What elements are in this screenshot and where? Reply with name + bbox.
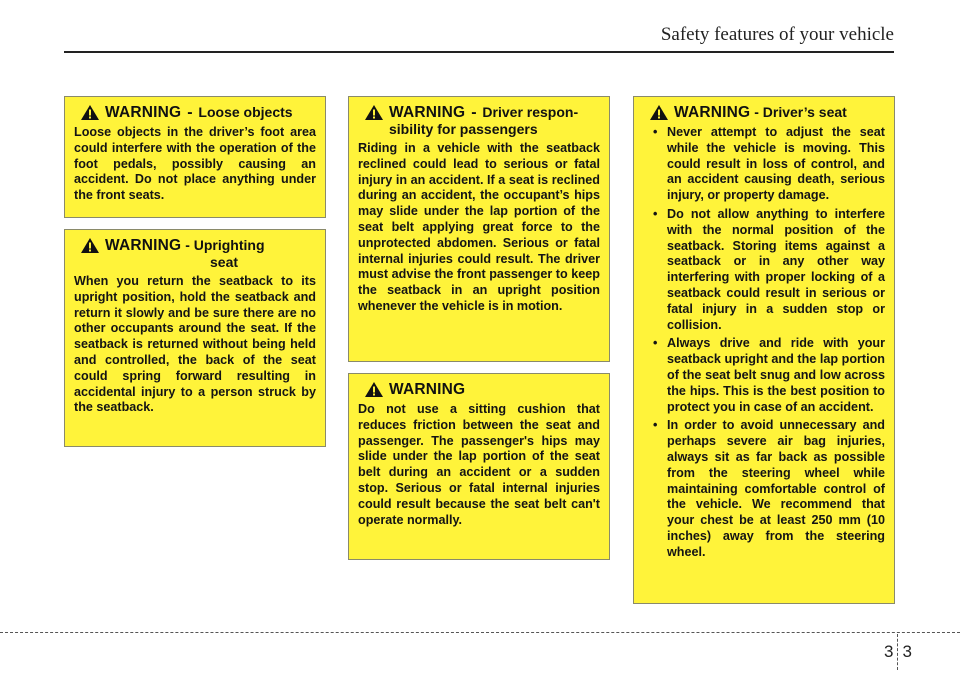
warning-triangle-icon (365, 105, 383, 120)
warning-text: Riding in a vehicle with the seatback reclined could lead to serious or fatal injury in an accident. If a seat is reclined during an accident, the occupant’s hips may slide under the lap portion of the seat belt applying great force to the unprotected abdomen. Serious or fatal internal injuries could result. The driver must advise the front passenger to keep the seatback in an upright position whenever the vehicle is in motion. (358, 141, 600, 313)
warning-text: Loose objects in the driver’s foot area could interfere with the operation of the foot pedals, possibly causing an accident. Do not place anything under the front seats. (74, 125, 316, 203)
warning-heading: WARNING - Driver’s seat (643, 104, 885, 121)
warning-list (643, 125, 885, 561)
page-in-chapter: 3 (902, 642, 912, 661)
warning-box-drivers-seat (633, 96, 895, 604)
list-item: • Always drive and ride with your seatback upright and the lap portion of the seat belt snug and low across the hips. This is the best position to protect you in case of an accident. (653, 336, 885, 414)
warning-box-driver-responsibility (348, 96, 610, 362)
bottom-rule (0, 632, 960, 633)
chapter-number: 3 (884, 642, 894, 661)
warning-heading: WARNING - Uprighting seat (74, 237, 316, 270)
warning-triangle-icon (81, 105, 99, 120)
warning-heading: WARNING (358, 381, 600, 398)
warning-triangle-icon (81, 238, 99, 253)
warning-heading: WARNING - Loose objects (74, 104, 316, 121)
list-item: • Never attempt to adjust the seat while the vehicle is moving. This could result in loss of control, and an accident causing death, serious injury, or property damage. (653, 125, 885, 203)
page-number-divider (897, 634, 898, 670)
top-rule (64, 51, 894, 53)
page-number (884, 634, 912, 670)
section-title: Safety features of your vehicle (660, 24, 894, 45)
list-item: • In order to avoid unnecessary and perhaps severe air bag injuries, always sit as far back as possible from the steering wheel while maintaining comfortable control of the vehicle. We recommend that your chest be at least 250 mm (10 inches) away from the steering wheel. (653, 418, 885, 559)
warning-box-uprighting-seat (64, 229, 326, 447)
warning-heading: WARNING - Driver respon- sibility for passengers (358, 104, 600, 137)
warning-text: When you return the seatback to its upright position, hold the seatback and return it slowly and be sure there are no other occupants around the seat. If the seatback is returned without being held and controlled, the back of the seat could spring forward resulting in accidental injury to a person struck by the seatback. (74, 274, 316, 415)
warning-box-sitting-cushion (348, 373, 610, 560)
list-item: • Do not allow anything to interfere with the normal position of the seatback. Storing items against a seatback or in any other way interfering with proper locking of a seatback could result in serious or fatal injury in a sudden stop or collision. (653, 206, 885, 332)
warning-triangle-icon (650, 105, 668, 120)
warning-text: Do not use a sitting cushion that reduces friction between the seat and passenger. The passenger's hips may slide under the lap portion of the seat belt during an accident or a sudden stop. Serious or fatal internal injuries could result because the seat belt can't operate normally. (358, 402, 600, 527)
warning-box-loose-objects (64, 96, 326, 218)
warning-triangle-icon (365, 382, 383, 397)
